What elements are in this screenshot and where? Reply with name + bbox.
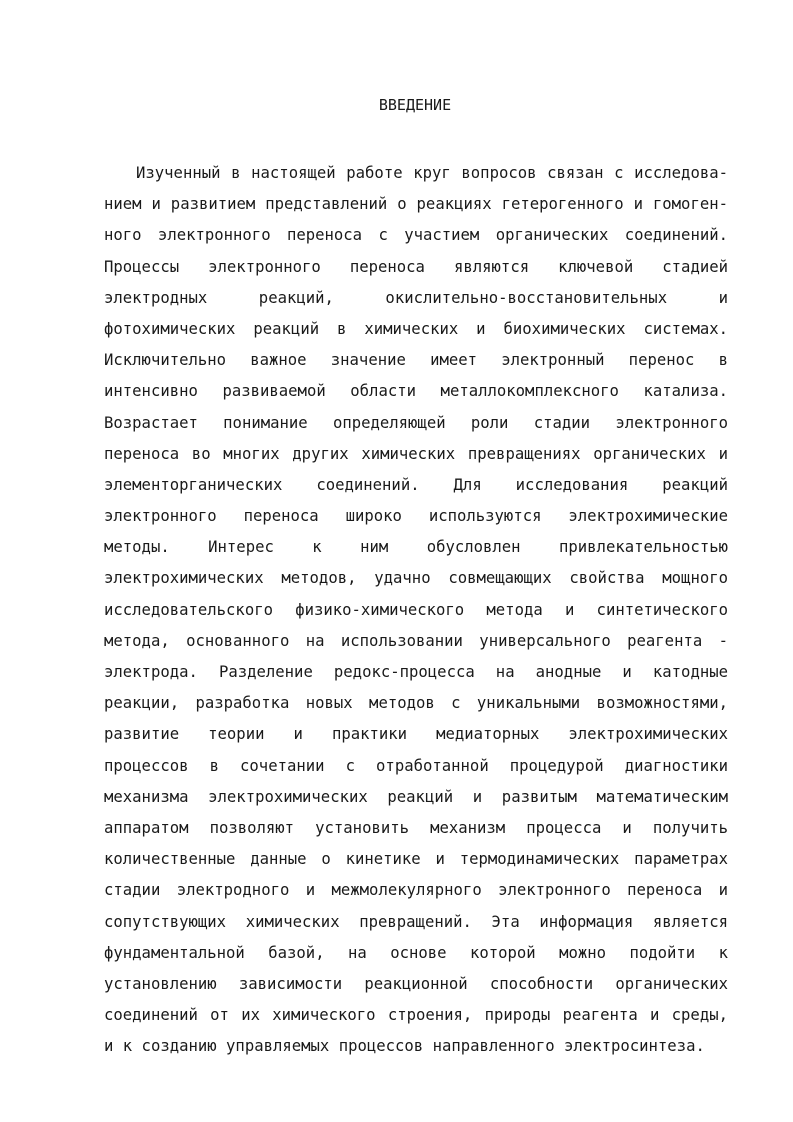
page-title: ВВЕДЕНИЕ xyxy=(378,96,452,114)
text-line: Исключительно важное значение имеет электронный перенос в xyxy=(104,351,728,370)
text-line: сопутствующих химических превращений. Эта информация является xyxy=(104,912,728,931)
body-paragraph xyxy=(104,158,728,1062)
text-line: фотохимических реакций в химических и биохимических системах. xyxy=(104,319,728,338)
text-line: электродных реакций, окислительно-восстановительных и xyxy=(104,288,728,307)
text-line: Изученный в настоящей работе круг вопросов связан с исследова- xyxy=(136,164,728,182)
text-line: интенсивно развиваемой области металлокомплексного катализа. xyxy=(104,382,728,401)
text-line: развитие теории и практики медиаторных электрохимических xyxy=(104,725,728,744)
text-line: исследовательского физико-химического метода и синтетического xyxy=(104,600,728,619)
text-line: электрода. Разделение редокс-процесса на анодные и катодные xyxy=(104,663,728,681)
text-line: переноса во многих других химических превращениях органических и xyxy=(104,444,728,463)
text-line: количественные данные о кинетике и термодинамических параметрах xyxy=(104,850,728,869)
text-line: методы. Интерес к ним обусловлен привлекательностью xyxy=(104,538,728,557)
text-line: элементорганических соединений. Для исследования реакций xyxy=(104,475,728,494)
text-line: электрохимических методов, удачно совмещающих свойства мощного xyxy=(104,569,728,588)
text-line: механизма электрохимических реакций и развитым математическим xyxy=(104,787,728,806)
text-line: Процессы электронного переноса являются ключевой стадией xyxy=(104,257,728,276)
text-line: стадии электродного и межмолекулярного электронного переноса и xyxy=(104,881,728,900)
text-line: метода, основанного на использовании универсального реагента - xyxy=(104,631,728,650)
text-line: ного электронного переноса с участием органических соединений. xyxy=(104,226,728,245)
text-line: аппаратом позволяют установить механизм процесса и получить xyxy=(104,818,728,837)
text-line: реакции, разработка новых методов с уникальными возможностями, xyxy=(104,694,728,713)
text-line: соединений от их химического строения, природы реагента и среды, xyxy=(104,1006,728,1025)
text-line: установлению зависимости реакционной способности органических xyxy=(104,974,728,993)
text-line: и к созданию управляемых процессов направленного электросинтеза. xyxy=(104,1037,705,1056)
text-line: Возрастает понимание определяющей роли стадии электронного xyxy=(104,413,728,432)
text-line: процессов в сочетании с отработанной процедурой диагностики xyxy=(104,756,728,775)
text-line: электронного переноса широко используются электрохимические xyxy=(104,507,728,526)
text-line: нием и развитием представлений о реакциях гетерогенного и гомоген- xyxy=(104,195,728,214)
text-line: фундаментальной базой, на основе которой можно подойти к xyxy=(104,943,728,962)
